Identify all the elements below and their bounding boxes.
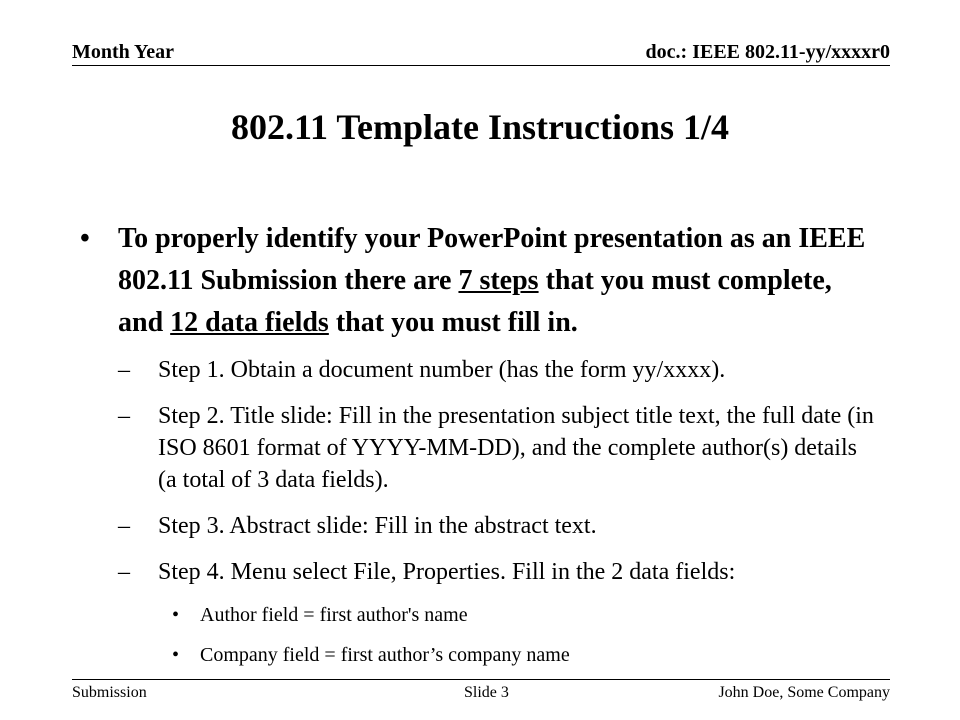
fields-count: 12 data fields [170,307,329,338]
step-item [80,510,880,542]
slide-title: 802.11 Template Instructions 1/4 [230,107,730,147]
step-text: Step 2. Title slide: Fill in the presentation subject title text, the full date (in ISO 8601 format of YYYY-MM-DD), and the complete author(s) details (a total of 3 data fields). [158,403,874,493]
sub-item-text: Company field = first author’s company name [200,644,570,666]
step-text: Step 1. Obtain a document number (has the form yy/xxxx). [158,357,726,383]
dash-bullet-icon: – [118,357,130,383]
step-text: Step 3. Abstract slide: Fill in the abstract text. [158,513,597,539]
bullet-dot-icon: • [172,644,180,666]
intro-bullet [80,218,880,344]
sub-item [80,602,880,628]
footer-submission: Submission [72,684,147,701]
sub-item-text: Author field = first author's name [200,604,468,626]
footer-author: John Doe, Some Company [718,684,890,701]
header-divider [72,65,890,66]
step-item [80,354,880,386]
step-text: Step 4. Menu select File, Properties. Fill in the 2 data fields: [158,559,736,585]
bullet-dot-icon: • [172,604,180,626]
steps-count: 7 steps [458,265,539,296]
header-date: Month Year [72,41,175,63]
intro-text-part1: To properly identify your PowerPoint presentation as an IEEE 802.11 Submission there are [118,223,866,296]
slide-body [80,218,880,682]
footer-divider [72,679,890,680]
slide-number: Slide 3 [464,684,509,701]
header-doc-id: doc.: IEEE 802.11-yy/xxxxr0 [645,41,890,63]
dash-bullet-icon: – [118,559,130,585]
bullet-dot-icon: • [80,223,90,254]
step-item [80,400,880,496]
sub-item [80,642,880,668]
step-item [80,556,880,588]
dash-bullet-icon: – [118,513,130,539]
dash-bullet-icon: – [118,403,130,429]
intro-text-part3: that you must fill in. [328,307,578,338]
intro-text-part2: that you must complete, and [118,265,832,338]
